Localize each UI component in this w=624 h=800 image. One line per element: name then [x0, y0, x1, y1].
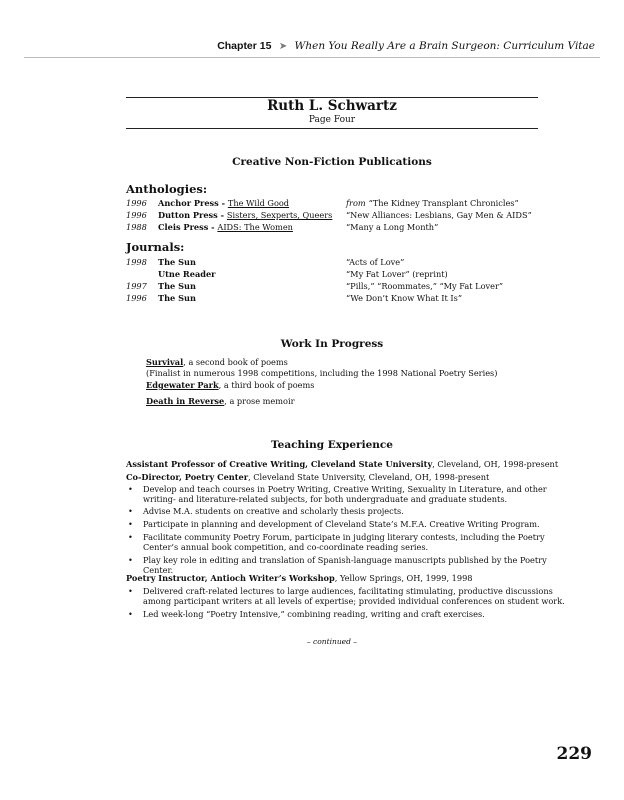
- bullet-icon: •: [128, 586, 133, 596]
- bullet-item: [128, 519, 578, 529]
- year: 1997: [126, 281, 147, 291]
- name-rule-bottom: [126, 128, 538, 129]
- bullet-icon: •: [128, 609, 133, 619]
- wip-desc: , a second book of poems: [183, 357, 288, 367]
- continued-note: – continued –: [306, 637, 358, 646]
- bullet-text: Develop and teach courses in Poetry Writing, Creative Writing, Sexuality in Literature, and other writing- and literature-related subjects, for both undergraduate and graduate students.: [143, 484, 547, 504]
- piece-title: “The Kidney Transplant Chronicles”: [368, 198, 519, 208]
- arrow-icon: ➤: [278, 41, 288, 52]
- piece-title: “Acts of Love”: [346, 257, 405, 267]
- wip-item: [146, 396, 295, 406]
- bullet-item: [128, 506, 578, 516]
- wip-desc: , a third book of poems: [218, 380, 315, 390]
- wip-title: Survival: [146, 357, 184, 367]
- year: 1996: [126, 198, 147, 208]
- bullet-text: Advise M.A. students on creative and scholarly thesis projects.: [143, 506, 404, 516]
- chapter-title: When You Really Are a Brain Surgeon: Curriculum Vitae: [294, 40, 595, 52]
- bullet-item: [128, 609, 578, 619]
- piece-title: “Many a Long Month”: [346, 222, 439, 232]
- bullet-item: [128, 555, 578, 575]
- section-title-teaching: Teaching Experience: [271, 439, 393, 451]
- bullet-text: Play key role in editing and translation of Spanish-language manuscripts published by the Poetry Center.: [143, 555, 547, 575]
- from-label: from: [346, 198, 366, 208]
- job-detail: , Cleveland State University, Cleveland, OH, 1998-present: [248, 472, 490, 482]
- wip-note: (Finalist in numerous 1998 competitions, including the 1998 National Poetry Series): [146, 368, 498, 378]
- book-title: The Wild Good: [227, 198, 290, 208]
- wip-title: Death in Reverse: [146, 396, 225, 406]
- publisher: Dutton Press -: [158, 210, 227, 220]
- section-title-creative: Creative Non-Fiction Publications: [232, 156, 432, 168]
- year: 1998: [126, 257, 147, 267]
- job-role: Poetry Instructor, Antioch Writer’s Workshop: [126, 573, 335, 583]
- bullet-text: Delivered craft-related lectures to large audiences, facilitating stimulating, productive discussions among participant writers at all levels of expertise; provided individual conferences on student work.: [143, 586, 565, 606]
- running-header: [217, 40, 595, 52]
- piece-title: “We Don’t Know What It Is”: [346, 293, 463, 303]
- bullet-text: Facilitate community Poetry Forum, participate in judging literary contests, including the Poetry Center’s annual book competition, and co-coordinate reading series.: [143, 532, 545, 552]
- year: 1996: [126, 293, 147, 303]
- year: 1988: [126, 222, 147, 232]
- bullet-icon: •: [128, 555, 133, 565]
- job-heading: [126, 459, 558, 469]
- job-heading: [126, 573, 473, 583]
- bullet-item: [128, 484, 578, 504]
- piece-title: “My Fat Lover” (reprint): [346, 269, 448, 279]
- job-role: Assistant Professor of Creative Writing, Cleveland State University: [126, 459, 433, 469]
- resume-name: Ruth L. Schwartz: [267, 98, 397, 114]
- bullet-item: [128, 532, 578, 552]
- publisher: Cleis Press -: [158, 222, 218, 232]
- bullet-icon: •: [128, 519, 133, 529]
- piece-title: “Pills,” “Roommates,” “My Fat Lover”: [346, 281, 504, 291]
- wip-desc: , a prose memoir: [224, 396, 295, 406]
- wip-title: Edgewater Park: [146, 380, 219, 390]
- subsection-anthologies: Anthologies:: [126, 182, 208, 196]
- job-heading: [126, 472, 489, 482]
- bullet-icon: •: [128, 532, 133, 542]
- bullet-text: Led week-long “Poetry Intensive,” combining reading, writing and craft exercises.: [143, 609, 485, 619]
- chapter-label: Chapter 15: [217, 40, 272, 52]
- section-title-wip: Work In Progress: [280, 338, 384, 350]
- job-detail: , Cleveland, OH, 1998-present: [432, 459, 559, 469]
- bullet-icon: •: [128, 484, 133, 494]
- piece-title: “New Alliances: Lesbians, Gay Men & AIDS”: [346, 210, 532, 220]
- wip-item: [146, 357, 288, 367]
- header-divider: [24, 57, 600, 58]
- job-detail: , Yellow Springs, OH, 1999, 1998: [334, 573, 473, 583]
- book-title: Sisters, Sexperts, Queers: [226, 210, 333, 220]
- wip-item: [146, 380, 314, 390]
- bullet-item: [128, 586, 578, 606]
- book-title: AIDS: The Women: [217, 222, 293, 232]
- journal-name: The Sun: [158, 293, 196, 303]
- job-role: Co-Director, Poetry Center: [126, 472, 249, 482]
- journal-name: The Sun: [158, 257, 196, 267]
- publisher: Anchor Press -: [158, 198, 228, 208]
- bullet-icon: •: [128, 506, 133, 516]
- journal-name: Utne Reader: [158, 269, 216, 279]
- page-label: Page Four: [308, 115, 356, 125]
- journal-name: The Sun: [158, 281, 196, 291]
- page-number: 229: [556, 744, 592, 764]
- bullet-text: Participate in planning and development of Cleveland State’s M.F.A. Creative Writing Program.: [143, 519, 540, 529]
- year: 1996: [126, 210, 147, 220]
- subsection-journals: Journals:: [126, 240, 185, 254]
